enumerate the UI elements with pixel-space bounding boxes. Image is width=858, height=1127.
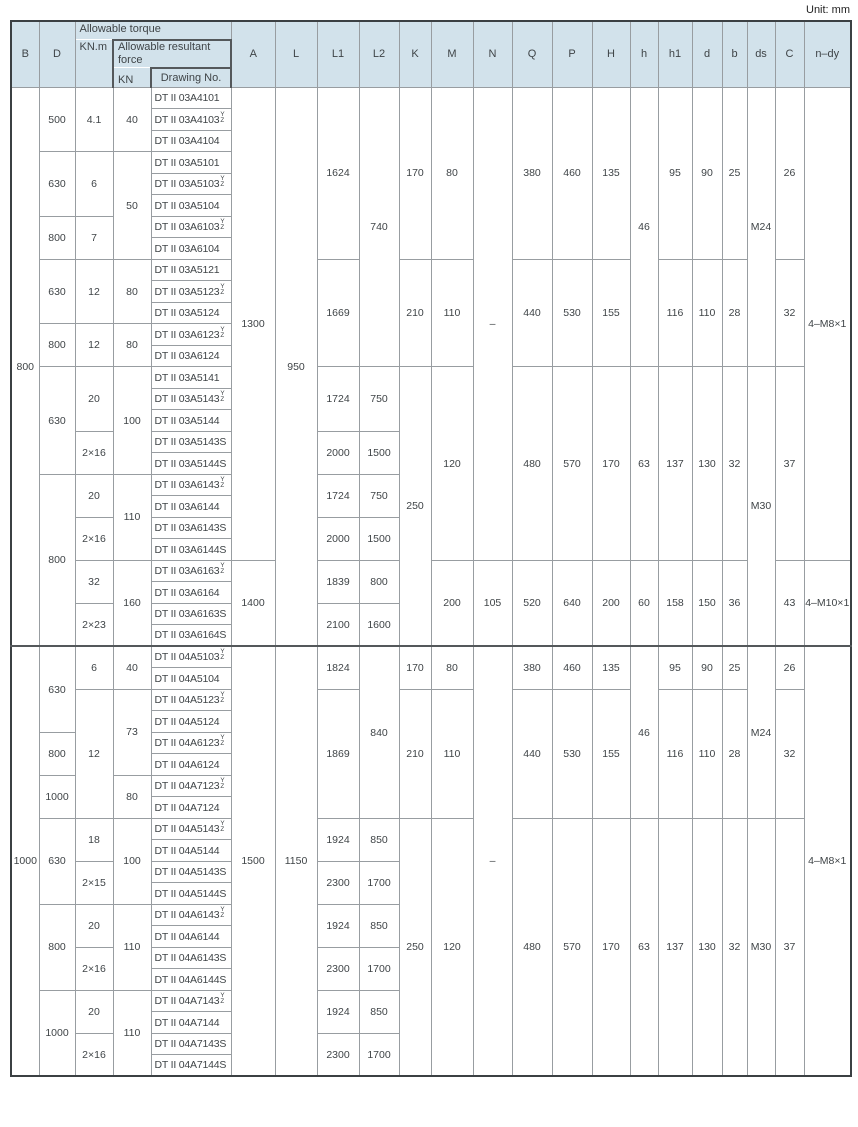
- cell-h1: 116: [658, 259, 692, 367]
- header-h1: h1: [658, 21, 692, 87]
- header-b-small: b: [722, 21, 747, 87]
- yz-superscript: Y Z: [220, 648, 225, 662]
- cell-f: 110: [113, 474, 151, 560]
- drawing-no-cell: DT II 03A4103 Y Z: [151, 109, 231, 131]
- table-row: [11, 259, 851, 281]
- cell-d: 110: [692, 259, 722, 367]
- table-header: [11, 21, 851, 87]
- cell-q: 380: [512, 646, 552, 689]
- drawing-no-cell: DT II 04A5144S: [151, 883, 231, 905]
- cell-f: 110: [113, 904, 151, 990]
- cell-f: 80: [113, 259, 151, 324]
- drawing-no-cell: DT II 03A5103 Y Z: [151, 173, 231, 195]
- cell-b: 800: [11, 87, 39, 646]
- cell-l2: 850: [359, 904, 399, 947]
- cell-m: 110: [431, 259, 473, 367]
- cell-h: 46: [630, 646, 658, 818]
- cell-c: 37: [775, 367, 804, 561]
- cell-k: 250: [399, 367, 431, 647]
- cell-l2: 1700: [359, 1033, 399, 1076]
- yz-superscript: Y Z: [220, 906, 225, 920]
- cell-b: 28: [722, 689, 747, 818]
- cell-d: 630: [39, 818, 75, 904]
- cell-h: 155: [592, 259, 630, 367]
- cell-h: 63: [630, 367, 658, 561]
- cell-h: 46: [630, 87, 658, 367]
- cell-n: –: [473, 646, 512, 1076]
- cell-t: 32: [75, 560, 113, 603]
- cell-t: 6: [75, 646, 113, 689]
- header-k: K: [399, 21, 431, 87]
- cell-t: 2×15: [75, 861, 113, 904]
- cell-t: 20: [75, 474, 113, 517]
- cell-b: 32: [722, 818, 747, 1076]
- cell-q: 520: [512, 560, 552, 646]
- cell-l1: 2300: [317, 861, 359, 904]
- cell-h1: 137: [658, 367, 692, 561]
- cell-ndy: 4–M8×1: [804, 87, 851, 560]
- cell-ndy: 4–M8×1: [804, 646, 851, 1076]
- cell-t: 18: [75, 818, 113, 861]
- cell-f: 100: [113, 367, 151, 475]
- drawing-no-cell: DT II 04A7123 Y Z: [151, 775, 231, 797]
- cell-c: 32: [775, 689, 804, 818]
- cell-h: 170: [592, 367, 630, 561]
- cell-d: 90: [692, 87, 722, 259]
- cell-n: 105: [473, 560, 512, 646]
- header-allowable-torque: Allowable torque: [75, 21, 231, 40]
- cell-h1: 116: [658, 689, 692, 818]
- cell-m: 120: [431, 818, 473, 1076]
- header-n: N: [473, 21, 512, 87]
- drawing-no-cell: DT II 03A6163 Y Z: [151, 560, 231, 582]
- table-row: [11, 367, 851, 389]
- drawing-no-cell: DT II 03A5121: [151, 259, 231, 281]
- header-l2: L2: [359, 21, 399, 87]
- header-l: L: [275, 21, 317, 87]
- yz-superscript: Y Z: [220, 734, 225, 748]
- yz-superscript: Y Z: [220, 476, 225, 490]
- header-n-dy: n–dy: [804, 21, 851, 87]
- header-q: Q: [512, 21, 552, 87]
- yz-superscript: Y Z: [220, 820, 225, 834]
- cell-l2: 1700: [359, 947, 399, 990]
- cell-h1: 95: [658, 646, 692, 689]
- cell-l: 1150: [275, 646, 317, 1076]
- drawing-no-cell: DT II 03A6144S: [151, 539, 231, 561]
- cell-l1: 1724: [317, 474, 359, 517]
- cell-d: 800: [39, 324, 75, 367]
- cell-a: 1400: [231, 560, 275, 646]
- table-row: [11, 646, 851, 668]
- cell-h: 155: [592, 689, 630, 818]
- cell-t: 20: [75, 367, 113, 432]
- cell-h1: 137: [658, 818, 692, 1076]
- cell-q: 440: [512, 689, 552, 818]
- header-a: A: [231, 21, 275, 87]
- drawing-no-cell: DT II 03A6143S: [151, 517, 231, 539]
- cell-q: 380: [512, 87, 552, 259]
- cell-l: 950: [275, 87, 317, 646]
- drawing-no-cell: DT II 03A6163S: [151, 603, 231, 625]
- header-ds: ds: [747, 21, 775, 87]
- cell-b: 1000: [11, 646, 39, 1076]
- cell-d: 500: [39, 87, 75, 152]
- cell-k: 210: [399, 689, 431, 818]
- drawing-no-cell: DT II 04A6143S: [151, 947, 231, 969]
- cell-t: 2×16: [75, 1033, 113, 1076]
- yz-superscript: Y Z: [220, 325, 225, 339]
- cell-k: 250: [399, 818, 431, 1076]
- cell-h: 200: [592, 560, 630, 646]
- cell-l2: 850: [359, 990, 399, 1033]
- drawing-no-cell: DT II 04A7124: [151, 797, 231, 819]
- cell-a: 1300: [231, 87, 275, 560]
- drawing-no-cell: DT II 03A5141: [151, 367, 231, 389]
- header-h: H: [592, 21, 630, 87]
- drawing-no-cell: DT II 04A5124: [151, 711, 231, 733]
- cell-m: 80: [431, 87, 473, 259]
- cell-d: 800: [39, 216, 75, 259]
- drawing-no-cell: DT II 04A5103 Y Z: [151, 646, 231, 668]
- drawing-no-cell: DT II 04A5123 Y Z: [151, 689, 231, 711]
- cell-m: 110: [431, 689, 473, 818]
- cell-b: 36: [722, 560, 747, 646]
- cell-l1: 1924: [317, 990, 359, 1033]
- cell-d: 130: [692, 367, 722, 561]
- yz-superscript: Y Z: [220, 691, 225, 705]
- cell-f: 73: [113, 689, 151, 775]
- cell-h: 63: [630, 818, 658, 1076]
- cell-p: 460: [552, 646, 592, 689]
- cell-d: 1000: [39, 775, 75, 818]
- cell-l2: 1600: [359, 603, 399, 646]
- cell-ds: M24: [747, 87, 775, 367]
- cell-l2: 1500: [359, 431, 399, 474]
- table-body: [11, 87, 851, 1076]
- header-d: D: [39, 21, 75, 87]
- cell-q: 480: [512, 367, 552, 561]
- drawing-no-cell: DT II 03A5104: [151, 195, 231, 217]
- yz-superscript: Y Z: [220, 175, 225, 189]
- cell-n: –: [473, 87, 512, 560]
- cell-h: 170: [592, 818, 630, 1076]
- header-torque-unit: KN.m: [75, 40, 113, 87]
- drawing-no-cell: DT II 04A6144: [151, 926, 231, 948]
- drawing-no-cell: DT II 03A6164: [151, 582, 231, 604]
- cell-t: 2×16: [75, 431, 113, 474]
- header-h-small: h: [630, 21, 658, 87]
- cell-l1: 1924: [317, 818, 359, 861]
- header-force-unit: KN: [113, 68, 151, 87]
- cell-ds: M30: [747, 367, 775, 647]
- cell-t: 7: [75, 216, 113, 259]
- cell-p: 640: [552, 560, 592, 646]
- drawing-no-cell: DT II 04A7144S: [151, 1055, 231, 1077]
- cell-f: 100: [113, 818, 151, 904]
- cell-c: 26: [775, 87, 804, 259]
- cell-ds: M30: [747, 818, 775, 1076]
- cell-p: 530: [552, 689, 592, 818]
- header-l1: L1: [317, 21, 359, 87]
- cell-k: 210: [399, 259, 431, 367]
- drawing-no-cell: DT II 03A6104: [151, 238, 231, 260]
- cell-l2: 840: [359, 646, 399, 818]
- cell-t: 20: [75, 990, 113, 1033]
- yz-superscript: Y Z: [220, 992, 225, 1006]
- cell-d: 630: [39, 367, 75, 475]
- drawing-no-cell: DT II 04A5104: [151, 668, 231, 690]
- drawing-no-cell: DT II 03A4101: [151, 87, 231, 109]
- drawing-no-cell: DT II 03A4104: [151, 130, 231, 152]
- drawing-no-cell: DT II 03A6123 Y Z: [151, 324, 231, 346]
- cell-k: 170: [399, 646, 431, 689]
- cell-b: 28: [722, 259, 747, 367]
- yz-superscript: Y Z: [220, 282, 225, 296]
- drawing-no-cell: DT II 04A5144: [151, 840, 231, 862]
- cell-f: 160: [113, 560, 151, 646]
- cell-a: 1500: [231, 646, 275, 1076]
- cell-b: 25: [722, 87, 747, 259]
- cell-f: 80: [113, 324, 151, 367]
- cell-l1: 2300: [317, 1033, 359, 1076]
- drawing-no-cell: DT II 03A6164S: [151, 625, 231, 647]
- dimension-spec-table: [10, 20, 852, 1077]
- yz-superscript: Y Z: [220, 390, 225, 404]
- cell-d: 110: [692, 689, 722, 818]
- cell-d: 630: [39, 259, 75, 324]
- cell-l1: 1824: [317, 646, 359, 689]
- cell-d: 130: [692, 818, 722, 1076]
- cell-b: 25: [722, 646, 747, 689]
- drawing-no-cell: DT II 03A6143 Y Z: [151, 474, 231, 496]
- cell-f: 40: [113, 87, 151, 152]
- cell-c: 26: [775, 646, 804, 689]
- cell-h1: 158: [658, 560, 692, 646]
- cell-t: 4.1: [75, 87, 113, 152]
- drawing-no-cell: DT II 03A6124: [151, 345, 231, 367]
- header-b: B: [11, 21, 39, 87]
- cell-m: 200: [431, 560, 473, 646]
- header-c: C: [775, 21, 804, 87]
- drawing-no-cell: DT II 04A7143S: [151, 1033, 231, 1055]
- cell-d: 800: [39, 904, 75, 990]
- cell-l2: 1700: [359, 861, 399, 904]
- cell-l1: 1669: [317, 259, 359, 367]
- cell-c: 32: [775, 259, 804, 367]
- drawing-no-cell: DT II 03A5144S: [151, 453, 231, 475]
- cell-d: 150: [692, 560, 722, 646]
- cell-t: 12: [75, 324, 113, 367]
- cell-l1: 1839: [317, 560, 359, 603]
- unit-label: Unit: mm: [806, 4, 850, 16]
- cell-m: 80: [431, 646, 473, 689]
- drawing-no-cell: DT II 03A5143S: [151, 431, 231, 453]
- cell-f: 80: [113, 775, 151, 818]
- cell-t: 12: [75, 689, 113, 818]
- cell-l1: 1924: [317, 904, 359, 947]
- drawing-no-cell: DT II 04A6143 Y Z: [151, 904, 231, 926]
- cell-l1: 2100: [317, 603, 359, 646]
- cell-h: 135: [592, 87, 630, 259]
- cell-p: 570: [552, 818, 592, 1076]
- cell-d: 800: [39, 732, 75, 775]
- drawing-no-cell: DT II 03A5123 Y Z: [151, 281, 231, 303]
- cell-m: 120: [431, 367, 473, 561]
- cell-l2: 750: [359, 367, 399, 432]
- cell-l1: 2000: [317, 517, 359, 560]
- table-row: [11, 560, 851, 582]
- cell-ndy: 4–M10×1: [804, 560, 851, 646]
- cell-k: 170: [399, 87, 431, 259]
- drawing-no-cell: DT II 03A5124: [151, 302, 231, 324]
- table-row: [11, 689, 851, 711]
- header-d-small: d: [692, 21, 722, 87]
- cell-h: 135: [592, 646, 630, 689]
- drawing-no-cell: DT II 04A6123 Y Z: [151, 732, 231, 754]
- cell-l2: 740: [359, 87, 399, 367]
- cell-p: 460: [552, 87, 592, 259]
- cell-t: 2×23: [75, 603, 113, 646]
- cell-t: 20: [75, 904, 113, 947]
- table-row: [11, 818, 851, 840]
- yz-superscript: Y Z: [220, 218, 225, 232]
- cell-l1: 2300: [317, 947, 359, 990]
- cell-d: 800: [39, 474, 75, 646]
- cell-h: 60: [630, 560, 658, 646]
- cell-l2: 800: [359, 560, 399, 603]
- cell-d: 630: [39, 646, 75, 732]
- cell-q: 440: [512, 259, 552, 367]
- cell-l2: 850: [359, 818, 399, 861]
- drawing-no-cell: DT II 04A7143 Y Z: [151, 990, 231, 1012]
- cell-p: 570: [552, 367, 592, 561]
- cell-f: 40: [113, 646, 151, 689]
- drawing-no-cell: DT II 04A5143S: [151, 861, 231, 883]
- header-p: P: [552, 21, 592, 87]
- cell-d: 1000: [39, 990, 75, 1076]
- table-row: [11, 87, 851, 109]
- cell-l1: 1724: [317, 367, 359, 432]
- cell-f: 110: [113, 990, 151, 1076]
- cell-c: 43: [775, 560, 804, 646]
- header-m: M: [431, 21, 473, 87]
- cell-l2: 1500: [359, 517, 399, 560]
- cell-d: 630: [39, 152, 75, 217]
- cell-l2: 750: [359, 474, 399, 517]
- cell-l1: 2000: [317, 431, 359, 474]
- drawing-no-cell: DT II 04A6144S: [151, 969, 231, 991]
- cell-c: 37: [775, 818, 804, 1076]
- header-allowable-resultant-force: Allowable resultant force: [113, 40, 231, 68]
- cell-l1: 1624: [317, 87, 359, 259]
- cell-q: 480: [512, 818, 552, 1076]
- header-drawing-no: Drawing No.: [151, 68, 231, 87]
- cell-t: 12: [75, 259, 113, 324]
- drawing-no-cell: DT II 03A5143 Y Z: [151, 388, 231, 410]
- yz-superscript: Y Z: [220, 777, 225, 791]
- cell-t: 2×16: [75, 947, 113, 990]
- cell-f: 50: [113, 152, 151, 260]
- cell-h1: 95: [658, 87, 692, 259]
- drawing-no-cell: DT II 03A5144: [151, 410, 231, 432]
- cell-l1: 1869: [317, 689, 359, 818]
- drawing-no-cell: DT II 03A5101: [151, 152, 231, 174]
- cell-d: 90: [692, 646, 722, 689]
- cell-t: 6: [75, 152, 113, 217]
- cell-b: 32: [722, 367, 747, 561]
- drawing-no-cell: DT II 04A5143 Y Z: [151, 818, 231, 840]
- drawing-no-cell: DT II 03A6103 Y Z: [151, 216, 231, 238]
- cell-p: 530: [552, 259, 592, 367]
- yz-superscript: Y Z: [220, 562, 225, 576]
- cell-t: 2×16: [75, 517, 113, 560]
- yz-superscript: Y Z: [220, 110, 225, 124]
- cell-ds: M24: [747, 646, 775, 818]
- drawing-no-cell: DT II 04A6124: [151, 754, 231, 776]
- drawing-no-cell: DT II 03A6144: [151, 496, 231, 518]
- drawing-no-cell: DT II 04A7144: [151, 1012, 231, 1034]
